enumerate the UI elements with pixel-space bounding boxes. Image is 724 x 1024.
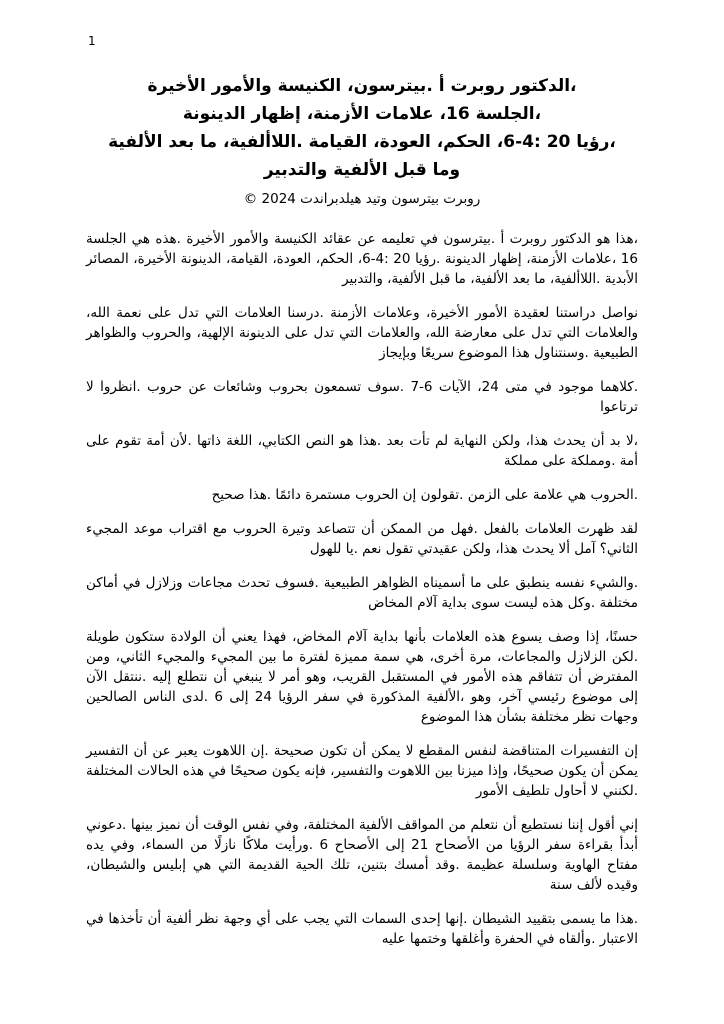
title-line-4: وما قبل الألفية والتدبير [263, 160, 461, 180]
title-line-1: ،الدكتور روبرت أ .بيترسون، الكنيسة والأمور الأخيرة [147, 76, 577, 96]
paragraph: إني أقول إننا نستطيع أن نتعلم من المواقف الألفية المختلفة، وفي نفس الوقت أن نميز بينها .دعوني أبدأ بقراءة سفر الرؤيا من الأصحاح 21 إلى الأصحاح 6 .ورأيت ملاكًا نازلًا من السماء، وفي يده مفتاح الهاوية وسلسلة عظيمة .وقد أمسك بتنين، تلك الحية القديمة التي هي إبليس والشيطان، وقيده لألف سنة [86, 817, 638, 893]
paragraph: .والشيء نفسه ينطبق على ما أسميناه الظواهر الطبيعية .فسوف تحدث مجاعات وزلازل في أماكن مختلفة .وكل هذه ليست سوى بداية آلام المخاض [86, 575, 638, 611]
paragraph: حسنًا، إذا وصف يسوع هذه العلامات بأنها بداية آلام المخاض، فهذا يعني أن الولادة ستكون طويلة .لكن الزلازل والمجاعات، مرة أخرى، هي سمة مميزة لفترة ما بين المجيء والمجيء الثاني، ومن المفترض أن تتفاقم هذه الأمور في المستقبل القريب، وهو أمر لا ينبغي أن نتطلع إليه .ننتقل الآن إلى موضوع رئيسي آخر، وهو ،الألفية المذكورة في سفر الرؤيا 24 إلى 6 .لدى الناس الصالحين وجهات نظر مختلفة بشأن هذا الموضوع [86, 629, 638, 725]
paragraph: ،هذا هو الدكتور روبرت أ .بيترسون في تعليمه عن عقائد الكنيسة والأمور الأخيرة .هذه هي الجلسة 16 ،علامات الأزمنة، إظهار الدينونة .رؤيا 20 :4-6، الحكم، العودة، القيامة، الدينونة الأخيرة، المصائر الأبدية .اللاألفية، ما بعد الألفية، ما قبل الألفية، والتدبير [86, 231, 638, 287]
title-line-2: ،الجلسة 16، علامات الأزمنة، إظهار الدينونة [182, 104, 542, 124]
paragraph: ،لا بد أن يحدث هذا، ولكن النهاية لم تأت بعد .هذا هو النص الكتابي، اللغة ذاتها .لأن أمة تقوم على أمة .ومملكة على مملكة [86, 433, 638, 469]
page-number: 1 [88, 34, 96, 48]
paragraph: .الحروب هي علامة على الزمن .تقولون إن الحروب مستمرة دائمًا .هذا صحيح [211, 487, 638, 503]
paragraph: إن التفسيرات المتناقضة لنفس المقطع لا يمكن أن تكون صحيحة .إن اللاهوت يعبر عن أن التفسير يمكن أن يكون صحيحًا، وإذا ميزنا بين اللاهوت والتفسير، فإنه يكون صحيحًا في هذه الحالات المختلفة .لكنني لا أحاول تلطيف الأمور [86, 743, 638, 799]
document-title [86, 72, 638, 211]
title-line-3: ،رؤيا 20 :4-6، الحكم، العودة، القيامة .اللاألفية، ما بعد الألفية [108, 132, 616, 152]
document-body [86, 229, 638, 949]
copyright-line: روبرت بيترسون وتيد هيلدبراندت 2024 © [243, 191, 481, 207]
paragraph: نواصل دراستنا لعقيدة الأمور الأخيرة، وعلامات الأزمنة .درسنا العلامات التي تدل على نعمة الله، والعلامات التي تدل على معارضة الله، والعلامات التي تدل على الدينونة الإلهية، والحروب والظواهر الطبيعية .وسنتناول هذا الموضوع سريعًا وبإيجاز [86, 305, 638, 361]
paragraph: لقد ظهرت العلامات بالفعل .فهل من الممكن أن تتصاعد وتيرة الحروب مع اقتراب موعد المجيء الثاني؟ آمل ألا يحدث هذا، ولكن عقيدتي تقول نعم .يا للهول [86, 521, 638, 557]
paragraph: .كلاهما موجود في متى 24، الآيات 6-7 .سوف تسمعون بحروب وشائعات عن حروب .انظروا لا ترتاعوا [86, 379, 638, 415]
paragraph: .هذا ما يسمى بتقييد الشيطان .إنها إحدى السمات التي يجب على أي وجهة نظر ألفية أن تأخذها في الاعتبار .وألقاه في الحفرة وأغلقها وختمها عليه [86, 911, 638, 947]
